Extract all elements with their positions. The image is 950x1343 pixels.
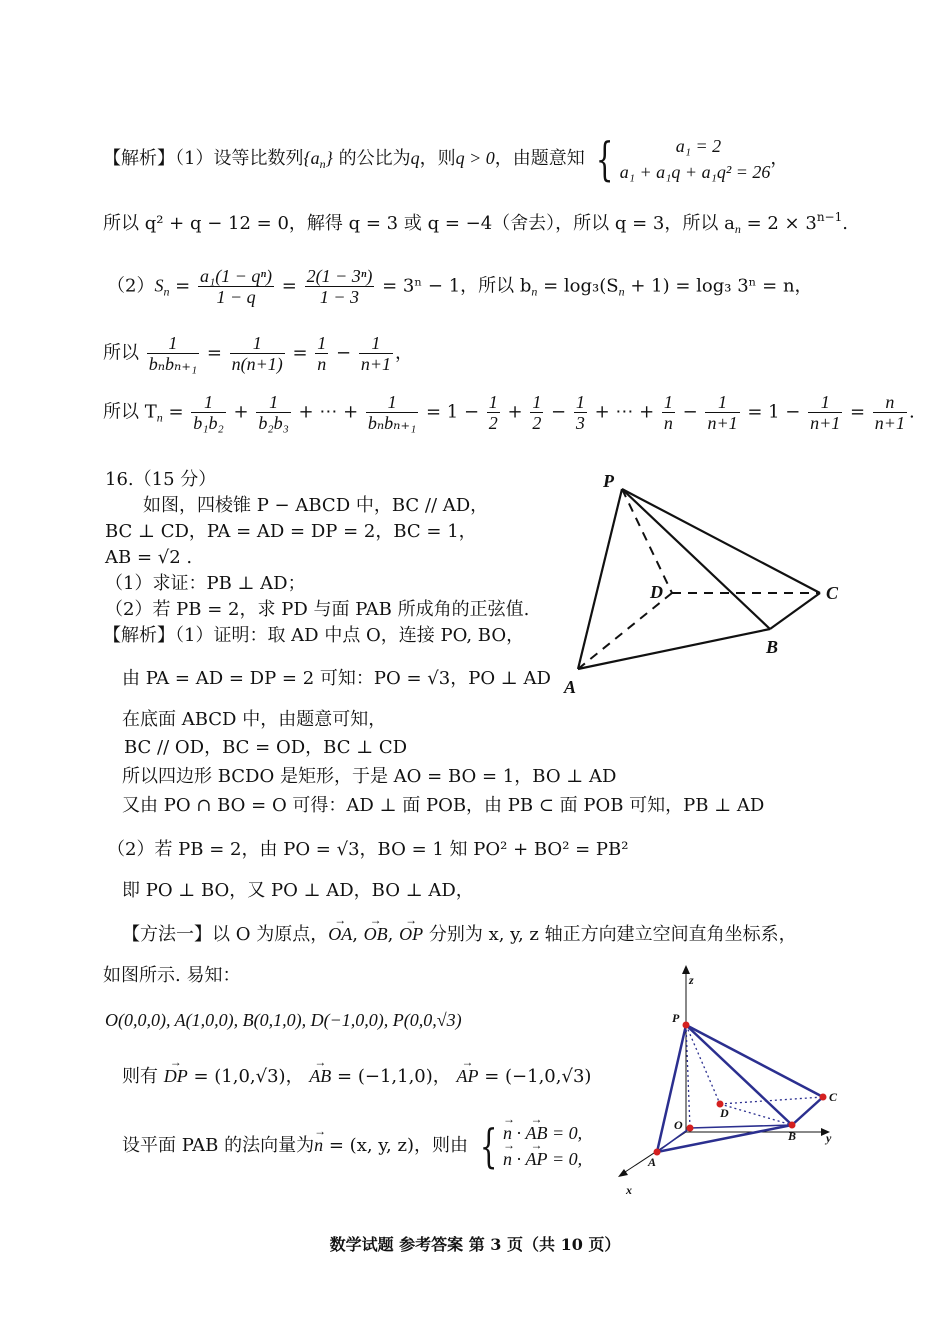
edge-DA bbox=[578, 593, 672, 669]
s16-s2: 由 PA = AD = DP = 2 可知：PO = √3，PO ⊥ AD bbox=[122, 668, 551, 689]
s16-head: 16.（15 分） bbox=[105, 469, 217, 490]
s15-l3-frac1: $\frac{\text{a₁(1 − qⁿ)}}{1 - q}$ bbox=[199, 266, 273, 307]
point-B bbox=[789, 1122, 796, 1129]
label-A: A bbox=[648, 1155, 657, 1169]
label-x: x bbox=[626, 1183, 632, 1197]
s15-l4-pre: 所以 bbox=[103, 342, 139, 364]
point-P bbox=[683, 1022, 690, 1029]
edge-PB bbox=[622, 489, 770, 629]
s15-l5-pre: 所以 T bbox=[103, 401, 157, 423]
s16-m5-s2: → n · → AP = 0, bbox=[503, 1146, 582, 1172]
edge-PO bbox=[686, 1025, 690, 1128]
s16-m5-pre: 设平面 PAB 的法向量为 bbox=[122, 1135, 315, 1156]
s15-l2-end: . bbox=[842, 213, 848, 234]
s16-m3: O(0,0,0), A(1,0,0), B(0,1,0), D(−1,0,0), P(0,0,√3) bbox=[105, 1010, 462, 1030]
s15-l4-frac2: $\frac{1}{n(n+1)}$ bbox=[231, 333, 283, 374]
s15-l5-h4: $\frac{1}{n}$ bbox=[663, 392, 673, 433]
s16-p1: 如图，四棱锥 P − ABCD 中，BC // AD， bbox=[143, 495, 489, 516]
s16-m4-vec-dp: → DP bbox=[164, 1064, 188, 1088]
s15-l5-end: . bbox=[908, 401, 915, 423]
s15-l5-fa: $\frac{1}{\text{b₁b₂}}$ bbox=[193, 392, 224, 433]
s16-m1-vec-op: → OP bbox=[399, 922, 423, 946]
s15-l5-sub: n bbox=[156, 410, 163, 425]
edge-PB bbox=[686, 1025, 792, 1125]
label-P: P bbox=[603, 471, 614, 491]
s15-l1-q: q bbox=[410, 148, 420, 168]
s16-m5-brace: { bbox=[479, 1119, 498, 1173]
s15-l5-h5: $\frac{1}{n+1}$ bbox=[707, 392, 738, 433]
s15-line4: 所以 $\frac{1}{\text{bₙbₙ₊₁}}$ = $\frac{1}{n(n+1)}$ = $\frac{1}{n}$ − $\frac{1}{n+1}$ ， bbox=[103, 333, 413, 374]
s15-line3: $(2)S_n$ = $\frac{\text{a₁(1 − qⁿ)}}{1 - q}$ = $\frac{\text{2(1 − 3ⁿ)}}{1 - 3}$ = 3ⁿ − 1，所以 $b_n = \log_3(S_n + 1) = \log_3$ 3ⁿ = n， bbox=[107, 266, 813, 307]
s15-l5-fb: $\frac{1}{\text{b₂b₃}}$ bbox=[258, 392, 289, 433]
s16-m4-pre: 则有 bbox=[122, 1066, 158, 1087]
label-P: P bbox=[672, 1011, 680, 1025]
edge-PD bbox=[686, 1025, 720, 1104]
s15-l1-end: ， bbox=[770, 148, 789, 169]
s15-l5-mid: = 1 − bbox=[425, 401, 480, 423]
s15-l3-rest2-sub: n bbox=[618, 284, 625, 299]
s15-l1-cond: q > 0 bbox=[455, 148, 495, 168]
s15-l1-pre: 【解析】（1）设等比数列 bbox=[103, 148, 304, 169]
edge-PA bbox=[578, 489, 622, 669]
label-y: y bbox=[826, 1131, 832, 1145]
edge-PA bbox=[657, 1025, 686, 1152]
label-A: A bbox=[564, 677, 577, 697]
s16-s3: 在底面 ABCD 中，由题意可知， bbox=[122, 709, 387, 730]
s16-m4-e2: = (−1,1,0)， bbox=[331, 1066, 451, 1087]
s15-l5-h2: $\frac{1}{2}$ bbox=[532, 392, 542, 433]
label-D: D bbox=[720, 1106, 729, 1120]
s16-m5-eq: = (x, y, z)，则由 bbox=[323, 1135, 469, 1156]
s15-l2-text: 所以 q² + q − 12 = 0，解得 q = 3 或 q = −4（舍去），所以 q = 3，所以 a bbox=[103, 213, 735, 234]
label-z: z bbox=[689, 973, 694, 987]
label-C: C bbox=[829, 1090, 838, 1104]
s16-m5-system bbox=[503, 1120, 582, 1172]
x-axis-arrow bbox=[618, 1169, 628, 1177]
coordinate-pyramid-figure bbox=[610, 962, 860, 1202]
s15-l3-rest2: = log₃(S bbox=[537, 275, 619, 297]
s15-l1-mid2: ，则 bbox=[419, 148, 456, 169]
s16-m5 bbox=[122, 1117, 582, 1174]
s15-l4-end: ， bbox=[394, 342, 413, 364]
s15-line5: 所以 $T_n$ = $\frac{1}{\text{b₁b₂}}$ + $\frac{1}{\text{b₂b₃}}$ + ⋯ + $\frac{1}{\text{bₙbₙ₊₁}}$ = 1 − $\frac{1}{2}$ + $\frac{1}{2}$ − $\frac{1}{3}$ + ⋯ + $\frac{1}{n}$ − $\frac{1}{n+1}$ = 1 − $\frac{1}{n+1}$ = $\frac{n}{n+1}$ . bbox=[103, 392, 915, 433]
s16-s5: 所以四边形 BCDO 是矩形，于是 AO = BO = 1，BO ⊥ AD bbox=[122, 766, 617, 787]
s16-m5-s1: → n · → AB = 0, bbox=[503, 1120, 582, 1146]
s15-line2 bbox=[103, 205, 848, 241]
edge-BC bbox=[792, 1097, 823, 1125]
edge-PC bbox=[622, 489, 820, 593]
s16-m4 bbox=[122, 1064, 591, 1089]
s16-p2: BC ⊥ CD，PA = AD = DP = 2，BC = 1， bbox=[105, 521, 477, 542]
s15-l1-mid: 的公比为 bbox=[338, 148, 411, 169]
s16-m5-n: → n bbox=[314, 1117, 323, 1173]
s15-l3-rest: = 3ⁿ − 1，所以 b bbox=[382, 275, 532, 297]
s15-l4-frac3: $\frac{1}{n}$ bbox=[317, 333, 327, 374]
s15-l3-n: n bbox=[163, 284, 170, 299]
label-B: B bbox=[766, 637, 779, 657]
s15-l4-frac1: $\frac{1}{\text{bₙbₙ₊₁}}$ bbox=[148, 333, 198, 374]
s15-brace: { bbox=[596, 132, 614, 186]
s15-l2-sup: n−1 bbox=[816, 210, 843, 224]
label-O: O bbox=[674, 1118, 683, 1132]
s16-m1-post: 分别为 x, y, z 轴正方向建立空间直角坐标系， bbox=[428, 924, 797, 945]
s15-sys-a: a₁ = 2 bbox=[675, 136, 722, 156]
s16-m1: 【方法一】以 O 为原点，→ OA, → OB, → OP 分别为 x, y, z 轴正方向建立空间直角坐标系， bbox=[122, 922, 797, 947]
label-C: C bbox=[826, 583, 839, 603]
s16-m4-vec-ap: → AP bbox=[457, 1064, 479, 1088]
s15-l5-h7: $\frac{n}{n+1}$ bbox=[874, 392, 905, 433]
s15-l5-h6: $\frac{1}{n+1}$ bbox=[810, 392, 841, 433]
s16-q1: （1）求证：PB ⊥ AD； bbox=[105, 573, 306, 594]
s16-m4-e3: = (−1,0,√3) bbox=[478, 1066, 592, 1087]
s15-l1-mid3: ，由题意知 bbox=[494, 148, 585, 169]
s15-l3-S: S bbox=[154, 275, 164, 296]
s16-m1-vec-ob: → OB bbox=[364, 922, 388, 946]
s16-m4-vec-ab: → AB bbox=[309, 1064, 331, 1088]
s16-s7: （2）若 PB = 2，由 PO = √3，BO = 1 知 PO² + BO² = PB² bbox=[107, 839, 629, 860]
s15-l2-eq: = 2 × 3 bbox=[740, 213, 817, 234]
edge-BC bbox=[770, 593, 820, 629]
s16-s8: 即 PO ⊥ BO，又 PO ⊥ AD，BO ⊥ AD， bbox=[122, 880, 474, 901]
s16-m2: 如图所示. 易知： bbox=[103, 965, 241, 986]
point-C bbox=[820, 1094, 827, 1101]
edge-AB bbox=[578, 629, 770, 669]
edge-PD bbox=[622, 489, 672, 593]
s15-l3-rest-sub: n bbox=[531, 284, 538, 299]
s15-l4-frac4: $\frac{1}{n+1}$ bbox=[360, 333, 391, 374]
edge-PC bbox=[686, 1025, 823, 1097]
s15-l1-set: $\{a_n\}$ bbox=[303, 148, 333, 171]
label-B: B bbox=[788, 1129, 797, 1143]
point-O bbox=[687, 1125, 694, 1132]
s15-l3-rest3: + 1) = log₃ 3ⁿ = n， bbox=[624, 275, 813, 297]
s15-l3-frac2: $\frac{\text{2(1 − 3ⁿ)}}{1 - 3}$ bbox=[306, 266, 373, 307]
s15-l5-h3: $\frac{1}{3}$ bbox=[575, 392, 585, 433]
s16-q2: （2）若 PB = 2，求 PD 与面 PAB 所成角的正弦值. bbox=[105, 599, 530, 620]
s15-line1 bbox=[103, 130, 788, 192]
s15-system bbox=[620, 133, 771, 185]
s15-l2-sub: n bbox=[734, 222, 741, 236]
s16-m1-vec-oa: → OA bbox=[328, 922, 352, 946]
s15-sys-b: a₁ + a₁q + a₁q² = 26 bbox=[619, 162, 771, 182]
s16-s4: BC // OD，BC = OD，BC ⊥ CD bbox=[124, 737, 408, 758]
page-footer: 数学试题 参考答案 第 3 页（共 10 页） bbox=[329, 1235, 621, 1254]
s15-l5-fc: $\frac{1}{\text{bₙbₙ₊₁}}$ bbox=[367, 392, 417, 433]
edge-DC bbox=[720, 1097, 823, 1104]
s15-l5-h1: $\frac{1}{2}$ bbox=[488, 392, 498, 433]
s16-m1-pre: 【方法一】以 O 为原点， bbox=[122, 924, 329, 945]
pyramid-figure bbox=[555, 465, 855, 700]
s16-p3: AB = √2 . bbox=[105, 547, 193, 568]
s16-s6: 又由 PO ∩ BO = O 可得：AD ⊥ 面 POB，由 PB ⊂ 面 POB 可知，PB ⊥ AD bbox=[122, 795, 765, 816]
label-D: D bbox=[650, 582, 663, 602]
s15-l3-pre: （2） bbox=[107, 275, 155, 297]
s16-m4-e1: = (1,0,√3)， bbox=[187, 1066, 304, 1087]
s16-s1: 【解析】（1）证明：取 AD 中点 O，连接 PO, BO， bbox=[103, 625, 525, 646]
